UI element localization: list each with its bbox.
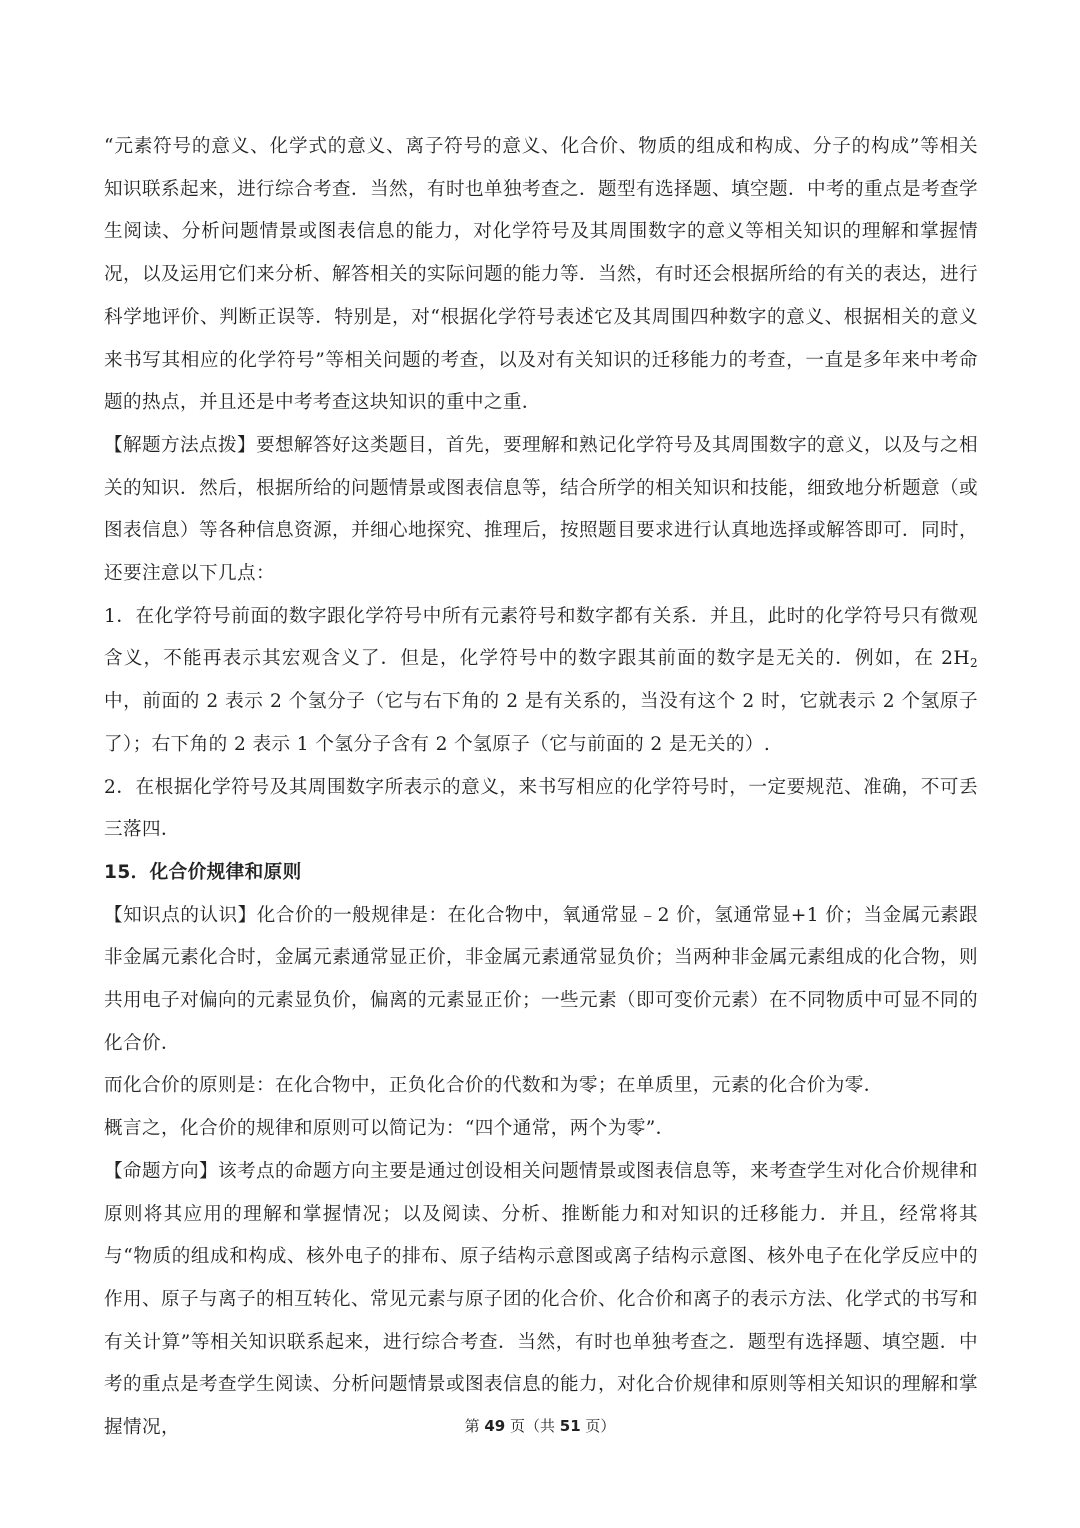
- point-1-after: 中，前面的 2 表示 2 个氢分子（它与右下角的 2 是有关系的，当没有这个 2 时，它就表示 2 个氢原子了）；右下角的 2 表示 1 个氢分子含有 2 个氢原子（它与前面的 2 是无关的）.: [104, 691, 978, 755]
- paragraph-summary: 概言之，化合价的规律和原则可以简记为：“四个通常，两个为零”．: [104, 1118, 675, 1140]
- paragraph-point-1: [104, 596, 978, 767]
- footer-suffix: 页）: [580, 1417, 616, 1435]
- direction-label: 【命题方向】: [104, 1160, 218, 1182]
- formula-2h2: [941, 648, 978, 669]
- section-heading: 15．化合价规律和原则: [104, 861, 302, 883]
- footer-page-number: 49: [484, 1417, 506, 1435]
- paragraph-method-tips: [104, 425, 978, 596]
- knowledge-label: 【知识点的认识】: [104, 904, 257, 926]
- knowledge-text: 化合价的一般规律是：在化合物中，氧通常显﹣2 价，氢通常显+1 价；当金属元素跟非金属元素化合时，金属元素通常显正价，非金属元素通常显负价；当两种非金属元素组成的化合物，则共用电子对偏向的元素显负价，偏离的元素显正价；一些元素（即可变价元素）在不同物质中可显不同的化合价．: [104, 904, 979, 1054]
- paragraph-principle: 而化合价的原则是：在化合物中，正负化合价的代数和为零；在单质里，元素的化合价为零．: [104, 1075, 883, 1097]
- paragraph-knowledge: [104, 895, 978, 1066]
- formula-main: 2H: [941, 648, 970, 670]
- page-footer: [0, 1416, 1080, 1436]
- document-body: [104, 126, 978, 1450]
- direction-text: 该考点的命题方向主要是通过创设相关问题情景或图表信息等，来考查学生对化合价规律和原则将其应用的理解和掌握情况；以及阅读、分析、推断能力和对知识的迁移能力．并且，经常将其与“物质的组成和构成、核外电子的排布、原子结构示意图或离子结构示意图、核外电子在化学反应中的作用、原子与离子的相互转化、常见元素与原子团的化合价、化合价和离子的表示方法、化学式的书写和有关计算”等相关知识联系起来，进行综合考查．当然，有时也单独考查之．题型有选择题、填空题．中考的重点是考查学生阅读、分析问题情景或图表信息的能力，对化合价规律和原则等相关知识的理解和掌握情况，: [104, 1160, 978, 1439]
- paragraph-point-2: 2．在根据化学符号及其周围数字所表示的意义，来书写相应的化学符号时，一定要规范、准确，不可丢三落四．: [104, 776, 978, 841]
- paragraph-direction: [104, 1151, 978, 1450]
- footer-middle: 页（共: [505, 1417, 560, 1435]
- footer-prefix: 第: [464, 1417, 485, 1435]
- paragraph-1: “元素符号的意义、化学式的意义、离子符号的意义、化合价、物质的组成和构成、分子的构成”等相关知识联系起来，进行综合考查．当然，有时也单独考查之．题型有选择题、填空题．中考的重点是考查学生阅读、分析问题情景或图表信息的能力，对化学符号及其周围数字的意义等相关知识的理解和掌握情况，以及运用它们来分析、解答相关的实际问题的能力等．当然，有时还会根据所给的有关的表达，进行科学地评价、判断正误等．特别是，对“根据化学符号表述它及其周围四种数字的意义、根据相关的意义来书写其相应的化学符号”等相关问题的考查，以及对有关知识的迁移能力的考查，一直是多年来中考命题的热点，并且还是中考考查这块知识的重中之重．: [104, 136, 978, 414]
- point-1-before: 1．在化学符号前面的数字跟化学符号中所有元素符号和数字都有关系．并且，此时的化学符号只有微观含义，不能再表示其宏观含义了．但是，化学符号中的数字跟其前面的数字是无关的．例如，在: [104, 605, 978, 670]
- method-tips-text: 要想解答好这类题目，首先，要理解和熟记化学符号及其周围数字的意义，以及与之相关的知识．然后，根据所给的问题情景或图表信息等，结合所学的相关知识和技能，细致地分析题意（或图表信息）等各种信息资源，并细心地探究、推理后，按照题目要求进行认真地选择或解答即可．同时，还要注意以下几点：: [104, 434, 979, 585]
- footer-total-pages: 51: [559, 1417, 581, 1435]
- method-tips-label: 【解题方法点拨】: [104, 434, 257, 456]
- formula-subscript: 2: [969, 656, 978, 671]
